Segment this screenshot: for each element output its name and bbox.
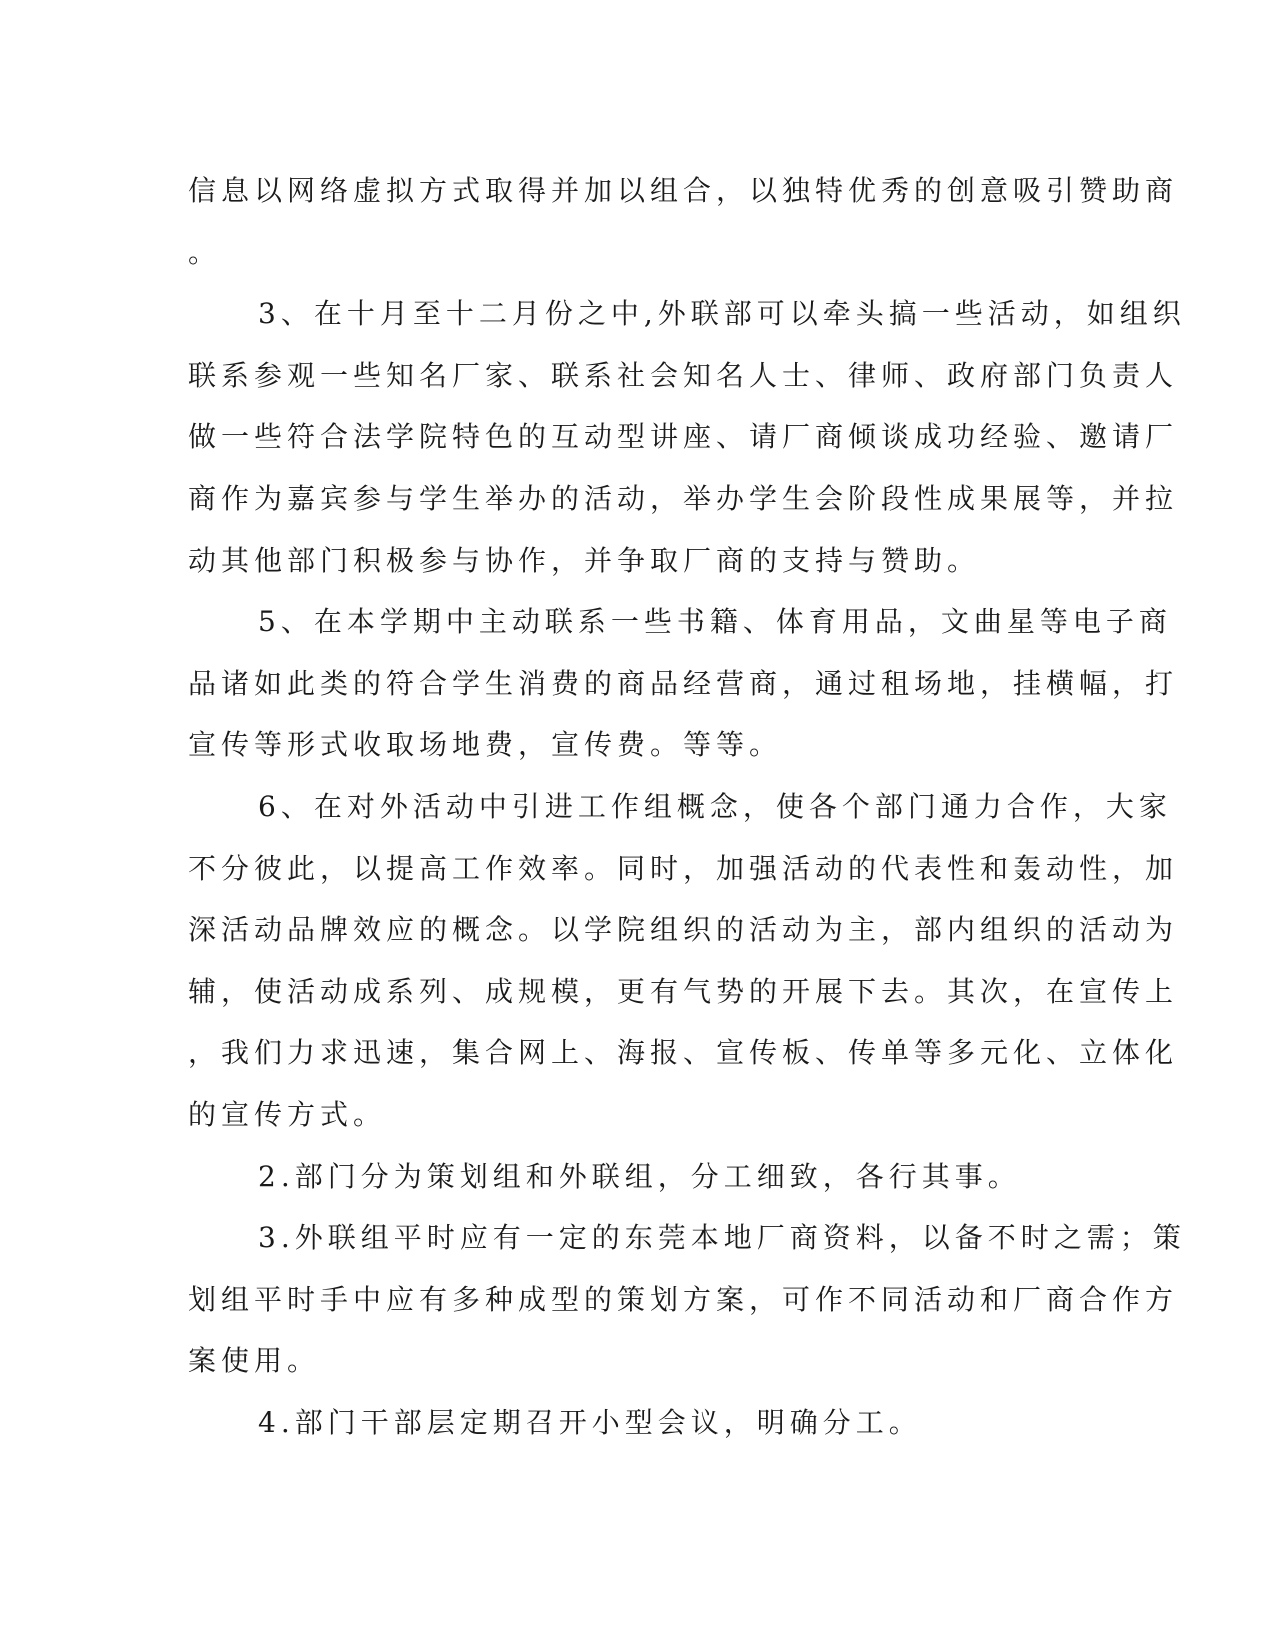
text-line: 信息以网络虚拟方式取得并加以组合，以独特优秀的创意吸引赞助商 [188, 174, 1179, 207]
text-line: 划组平时手中应有多种成型的策划方案，可作不同活动和厂商合作方 [188, 1282, 1179, 1316]
text-line: 案使用。 [188, 1344, 321, 1378]
text-line: 6、在对外活动中引进工作组概念，使各个部门通力合作，大家 [258, 789, 1172, 823]
text-line: 辅，使活动成系列、成规模，更有气势的开展下去。其次，在宣传上 [188, 974, 1179, 1008]
text-line: 联系参观一些知名厂家、联系社会知名人士、律师、政府部门负责人 [188, 358, 1179, 392]
text-line: 做一些符合法学院特色的互动型讲座、请厂商倾谈成功经验、邀请厂 [188, 420, 1179, 454]
text-line: 的宣传方式。 [188, 1097, 387, 1131]
document-body [188, 160, 1186, 1453]
text-line: 动其他部门积极参与协作，并争取厂商的支持与赞助。 [188, 543, 981, 577]
text-line: 5、在本学期中主动联系一些书籍、体育用品，文曲星等电子商 [258, 605, 1172, 639]
text-line: 商作为嘉宾参与学生举办的活动，举办学生会阶段性成果展等，并拉 [188, 481, 1179, 515]
text-line: 不分彼此，以提高工作效率。同时，加强活动的代表性和轰动性，加 [188, 851, 1179, 885]
text-line: 。 [188, 235, 222, 269]
text-line: 深活动品牌效应的概念。以学院组织的活动为主，部内组织的活动为 [188, 913, 1179, 947]
text-line: 4.部门干部层定期召开小型会议，明确分工。 [258, 1405, 922, 1439]
text-line: 品诸如此类的符合学生消费的商品经营商，通过租场地，挂横幅，打 [188, 666, 1179, 700]
text-line: 宣传等形式收取场地费，宣传费。等等。 [188, 728, 783, 762]
text-line: 3.外联组平时应有一定的东莞本地厂商资料，以备不时之需；策 [258, 1221, 1186, 1255]
text-line: ，我们力求迅速，集合网上、海报、宣传板、传单等多元化、立体化 [188, 1036, 1179, 1070]
text-line: 2.部门分为策划组和外联组，分工细致，各行其事。 [258, 1159, 1021, 1193]
text-line: 3、在十月至十二月份之中,外联部可以牵头搞一些活动，如组织 [258, 297, 1186, 331]
